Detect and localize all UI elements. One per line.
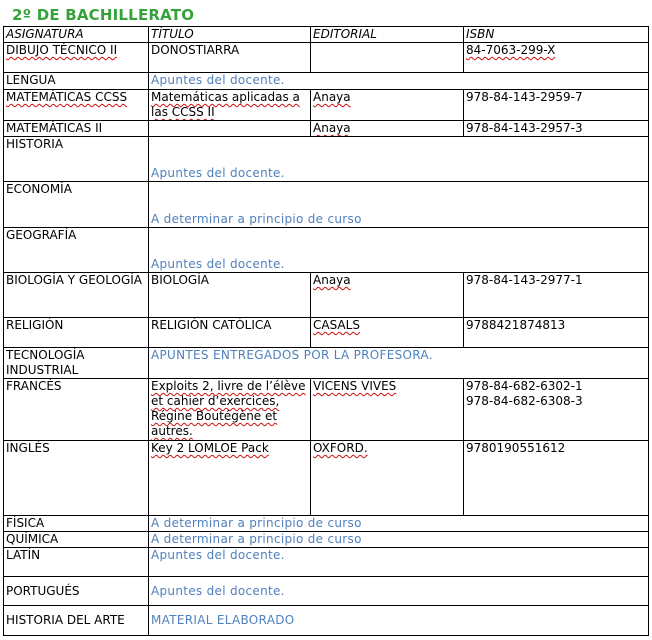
subject-cell: GEOGRAFÍA (4, 228, 149, 273)
header-title: TÍTULO (149, 27, 311, 43)
isbn-cell: 9788421874813 (464, 318, 649, 348)
subject-cell: ECONOMÍA (4, 182, 149, 228)
isbn-cell: 84-7063-299-X (464, 43, 649, 73)
subject-cell: HISTORIA DEL ARTE (4, 606, 149, 636)
note-cell: MATERIAL ELABORADO (149, 606, 649, 636)
table-row (4, 121, 649, 137)
subject-cell: FÍSICA (4, 516, 149, 532)
note-cell: Apuntes del docente. (149, 137, 649, 182)
table-row (4, 182, 649, 228)
publisher-cell (311, 43, 464, 73)
table-row (4, 73, 649, 90)
title-cell (149, 121, 311, 137)
subject-cell: BIOLOGÍA Y GEOLOGÍA (4, 273, 149, 318)
table-row (4, 577, 649, 606)
isbn-line: 978-84-682-6302-1 (466, 379, 583, 393)
textbook-table (3, 26, 649, 636)
table-row (4, 348, 649, 379)
publisher-cell: VICENS VIVES (311, 379, 464, 441)
publisher-cell: CASALS (311, 318, 464, 348)
note-cell: Apuntes del docente. (149, 73, 649, 90)
header-subject: ASIGNATURA (4, 27, 149, 43)
subject-cell: MATEMÁTICAS II (4, 121, 149, 137)
publisher-cell: Anaya (311, 273, 464, 318)
isbn-cell: 978-84-143-2957-3 (464, 121, 649, 137)
note-cell: A determinar a principio de curso (149, 532, 649, 548)
subject-cell: QUÍMICA (4, 532, 149, 548)
subject-cell: LATÍN (4, 548, 149, 577)
table-row (4, 441, 649, 516)
isbn-cell: 978-84-143-2959-7 (464, 90, 649, 121)
table-row (4, 516, 649, 532)
table-row (4, 90, 649, 121)
note-cell: APUNTES ENTREGADOS POR LA PROFESORA. (149, 348, 649, 379)
title-cell: Key 2 LOMLOE Pack (149, 441, 311, 516)
publisher-cell: OXFORD. (311, 441, 464, 516)
subject-cell: MATEMÁTICAS CCSS (4, 90, 149, 121)
subject-cell: LENGUA (4, 73, 149, 90)
isbn-cell: 978-84-143-2977-1 (464, 273, 649, 318)
title-cell: RELIGIÓN CATÓLICA (149, 318, 311, 348)
title-cell: Exploits 2, livre de l’élève et cahier d’exercices, Régine Boutégène et autres. (149, 379, 311, 441)
title-cell: Matemáticas aplicadas a las CCSS II (149, 90, 311, 121)
subject-cell: DIBUJO TÉCNICO II (4, 43, 149, 73)
table-row (4, 318, 649, 348)
table-row (4, 228, 649, 273)
table-row (4, 43, 649, 73)
table-row (4, 606, 649, 636)
subject-cell: TECNOLOGÍA INDUSTRIAL (4, 348, 149, 379)
header-isbn: ISBN (464, 27, 649, 43)
isbn-cell: 9780190551612 (464, 441, 649, 516)
title-cell: DONOSTIARRA (149, 43, 311, 73)
note-cell: Apuntes del docente. (149, 548, 649, 577)
table-row (4, 273, 649, 318)
table-row (4, 137, 649, 182)
note-cell: A determinar a principio de curso (149, 516, 649, 532)
note-cell: A determinar a principio de curso (149, 182, 649, 228)
page-title: 2º DE BACHILLERATO (12, 6, 195, 24)
isbn-line: 978-84-682-6308-3 (466, 394, 583, 408)
table-row (4, 379, 649, 441)
note-cell: Apuntes del docente. (149, 228, 649, 273)
table-header-row (4, 27, 649, 43)
header-publisher: EDITORIAL (311, 27, 464, 43)
table-row (4, 548, 649, 577)
table-row (4, 532, 649, 548)
subject-cell: RELIGIÓN (4, 318, 149, 348)
isbn-cell (464, 379, 649, 441)
subject-cell: HISTORIA (4, 137, 149, 182)
note-cell: Apuntes del docente. (149, 577, 649, 606)
publisher-cell: Anaya (311, 90, 464, 121)
subject-cell: INGLÉS (4, 441, 149, 516)
title-cell: BIOLOGÍA (149, 273, 311, 318)
subject-cell: PORTUGUÉS (4, 577, 149, 606)
subject-cell: FRANCÉS (4, 379, 149, 441)
publisher-cell: Anaya (311, 121, 464, 137)
